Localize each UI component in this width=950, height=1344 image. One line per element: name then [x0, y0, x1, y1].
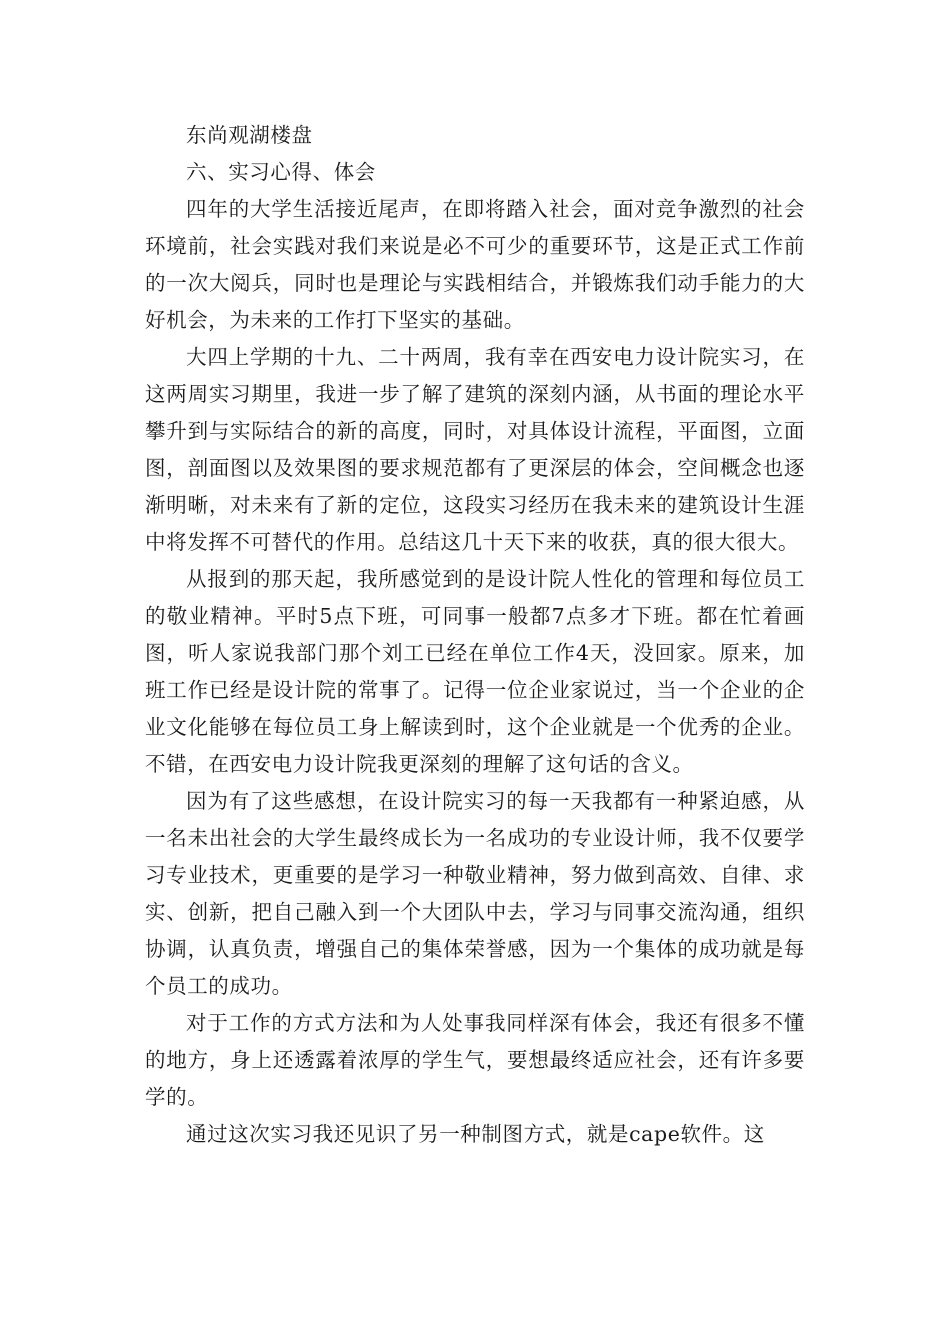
- section-heading: 六、实习心得、体会: [186, 160, 376, 184]
- paragraph: 对于工作的方式方法和为人处事我同样深有体会，我还有很多不懂的地方，身上还透露着浓厚的学生气，要想最终适应社会，还有许多要学的。: [145, 1011, 805, 1109]
- paragraph: 因为有了这些感想，在设计院实习的每一天我都有一种紧迫感，从一名未出社会的大学生最终成长为一名成功的专业设计师，我不仅要学习专业技术，更重要的是学习一种敬业精神，努力做到高效、自律、求实、创新，把自己融入到一个大团队中去，学习与同事交流沟通，组织协调，认真负责，增强自己的集体荣誉感，因为一个集体的成功就是每个员工的成功。: [145, 789, 805, 998]
- paragraph: 通过这次实习我还见识了另一种制图方式，就是cape软件。这: [186, 1122, 765, 1146]
- paragraph-project-name: 东尚观湖楼盘: [186, 123, 313, 147]
- paragraph: 从报到的那天起，我所感觉到的是设计院人性化的管理和每位员工的敬业精神。平时5点下班，可同事一般都7点多才下班。都在忙着画图，听人家说我部门那个刘工已经在单位工作4天，没回家。原来，加班工作已经是设计院的常事了。记得一位企业家说过，当一个企业的企业文化能够在每位员工身上解读到时，这个企业就是一个优秀的企业。不错，在西安电力设计院我更深刻的理解了这句话的含义。: [145, 567, 805, 776]
- paragraph: 大四上学期的十九、二十两周，我有幸在西安电力设计院实习，在这两周实习期里，我进一步了解了建筑的深刻内涵，从书面的理论水平攀升到与实际结合的新的高度，同时，对具体设计流程，平面图，立面图，剖面图以及效果图的要求规范都有了更深层的体会，空间概念也逐渐明晰，对未来有了新的定位，这段实习经历在我未来的建筑设计生涯中将发挥不可替代的作用。总结这几十天下来的收获，真的很大很大。: [145, 345, 805, 554]
- paragraph: 四年的大学生活接近尾声，在即将踏入社会，面对竞争激烈的社会环境前，社会实践对我们来说是必不可少的重要环节，这是正式工作前的一次大阅兵，同时也是理论与实践相结合，并锻炼我们动手能力的大好机会，为未来的工作打下坚实的基础。: [145, 197, 805, 332]
- document-body: [145, 117, 805, 1153]
